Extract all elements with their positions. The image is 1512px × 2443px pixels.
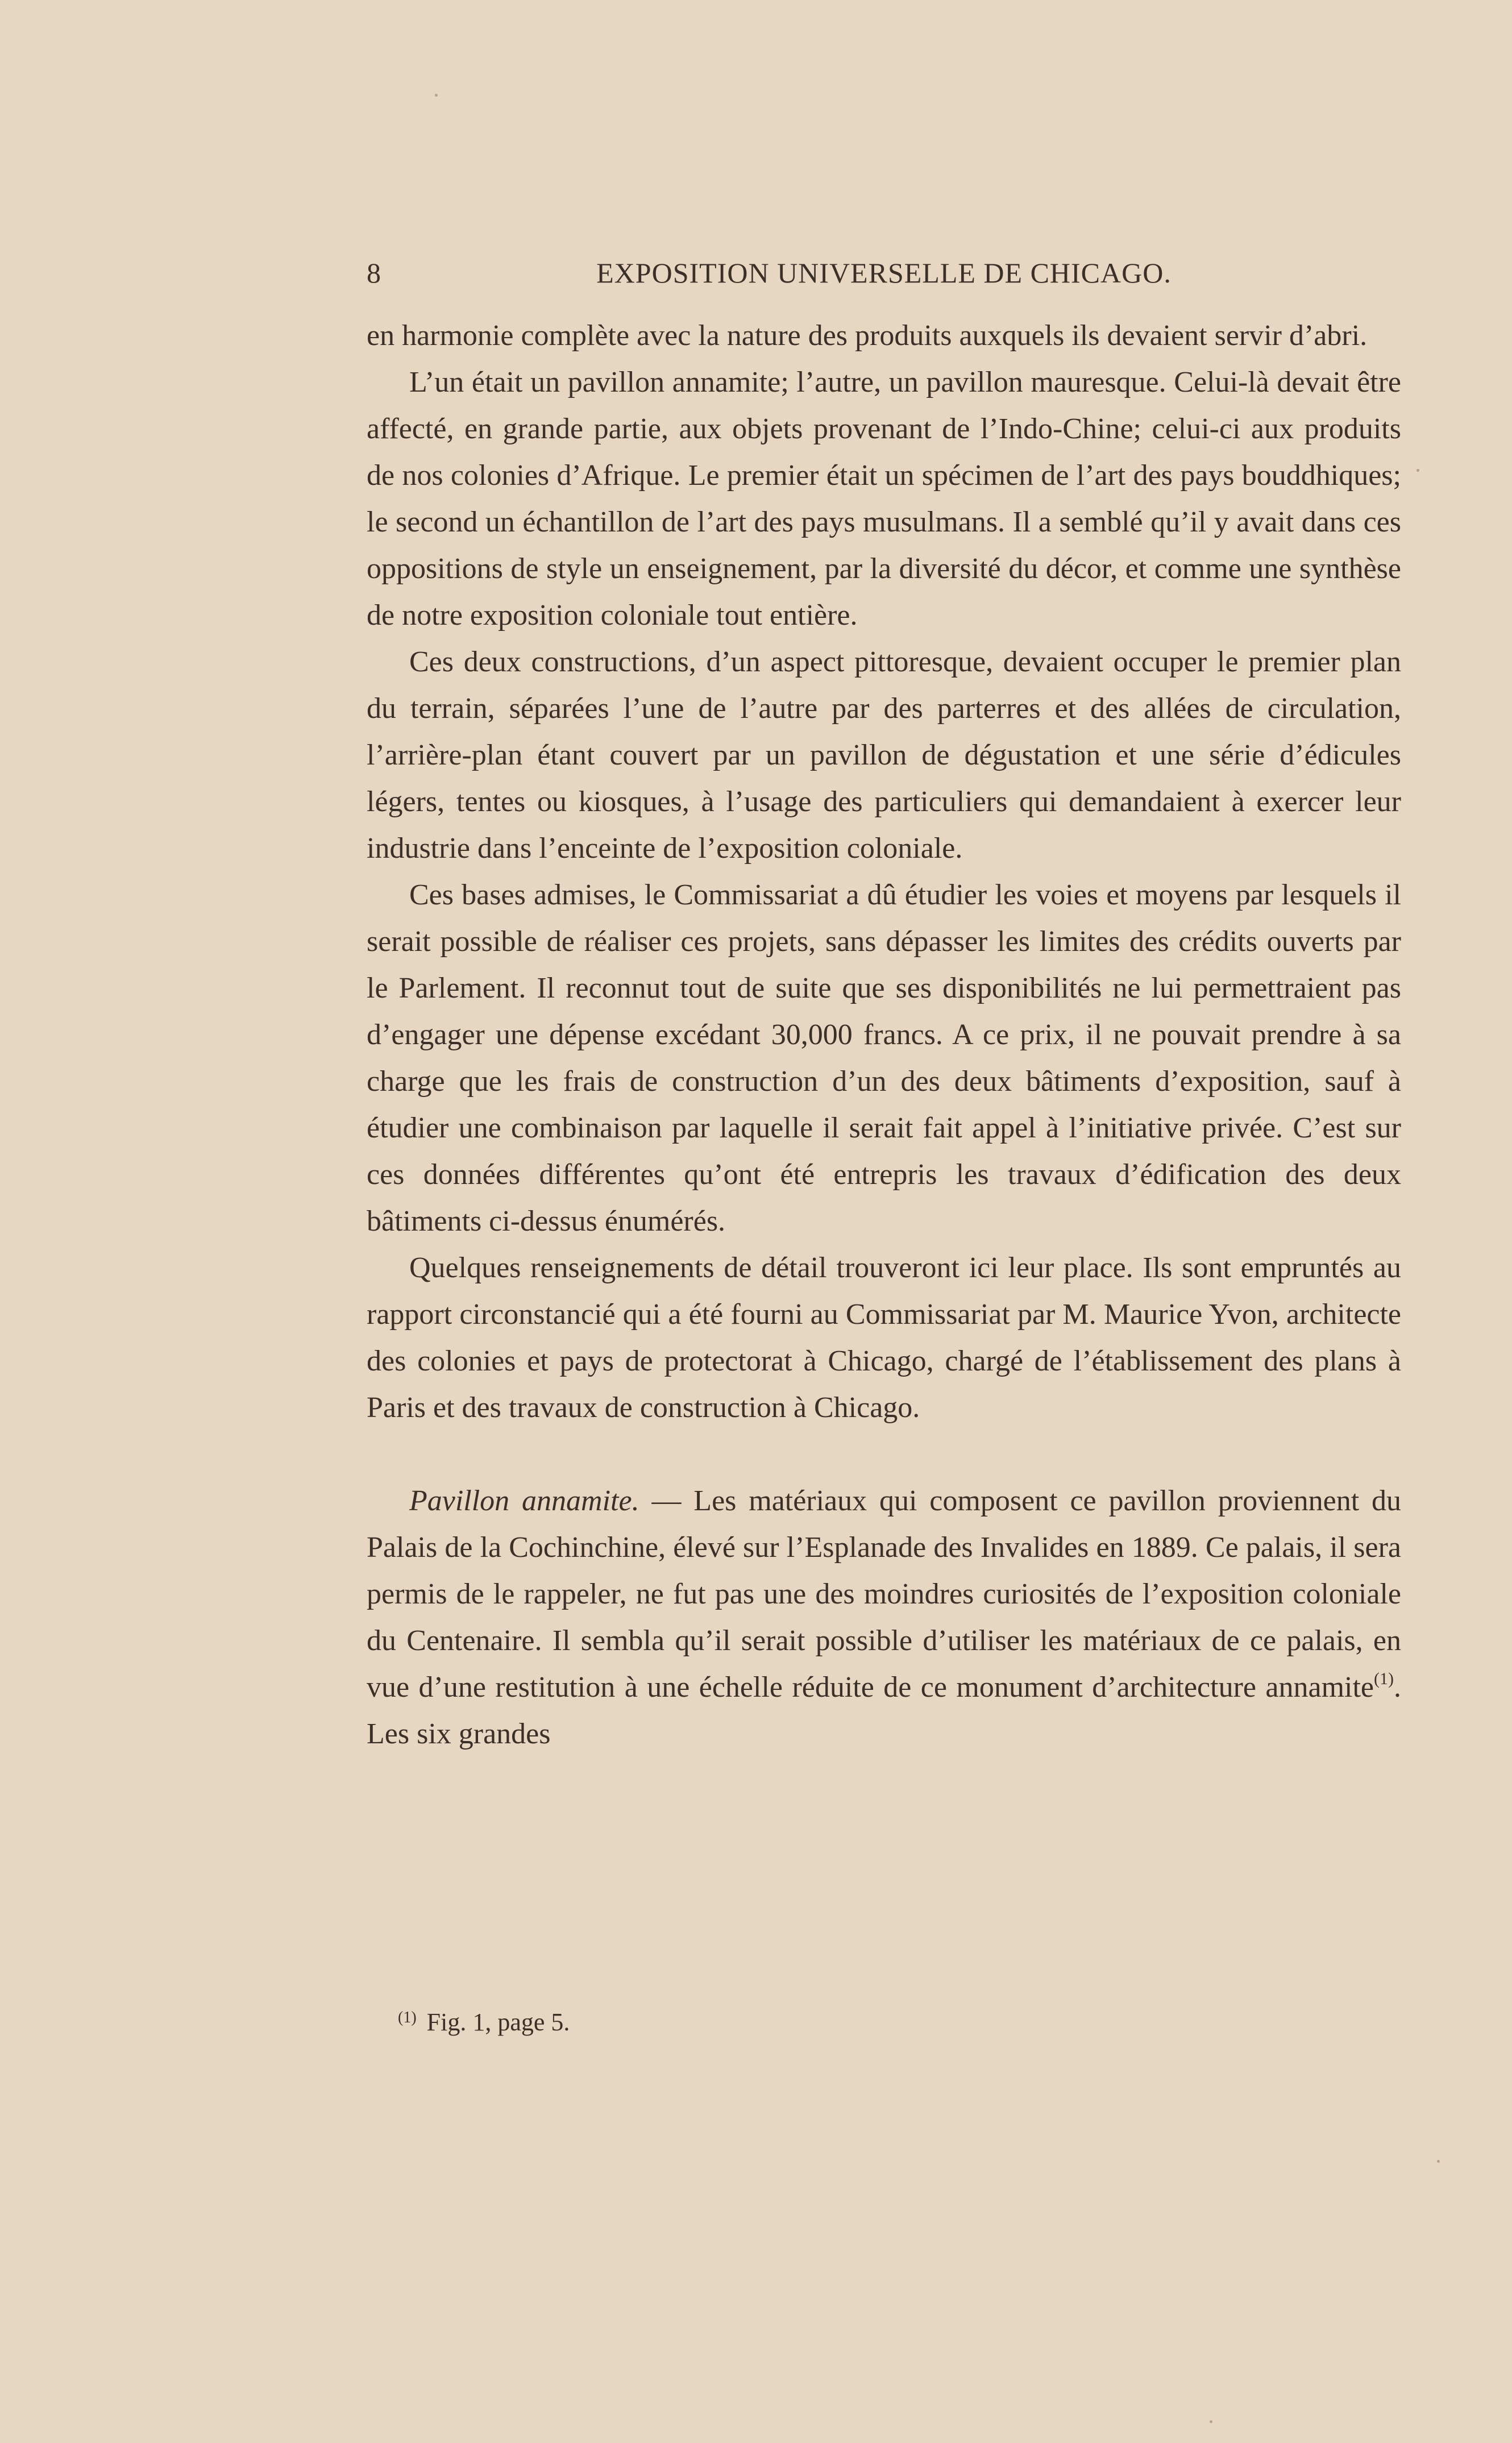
paragraph: Ces bases admises, le Commissariat a dû étudier les voies et moyens par lesquels il serait possible de réaliser ces projets, sans dépasser les limites des crédits ouverts par le Parlement. Il reconnut tout de suite que ses disponibilités ne lui permettraient pas d’engager une dépense excédant 30,000 francs. A ce prix, il ne pouvait prendre à sa charge que les frais de construction d’un des deux bâtiments d’exposition, sauf à étudier une combinaison par laquelle il serait fait appel à l’initiative privée. C’est sur ces données différentes qu’ont été entrepris les travaux d’édification des deux bâtiments ci-dessus énumérés.	[367, 879, 1401, 1237]
paper-speck	[1437, 2160, 1440, 2163]
section-text: — Les matériaux qui composent ce pavillon proviennent du Palais de la Cochinchine, élevé sur l’Esplanade des Invalides en 1889. Ce palais, il sera permis de le rappeler, ne fut pas une des moindres curiosités de l’exposition coloniale du Centenaire. Il sembla qu’il serait possible d’utiliser les matériaux de ce palais, en vue d’une restitution à une échelle réduite de ce monument d’architecture annamite	[367, 1485, 1401, 1704]
body-text	[367, 313, 1401, 1758]
paragraph-continuation: en harmonie complète avec la nature des produits auxquels ils devaient servir d’abri.	[367, 319, 1368, 352]
footnote-reference[interactable]: (1)	[1374, 1669, 1394, 1688]
paper-speck	[1210, 2420, 1212, 2423]
footnote	[398, 2001, 1364, 2039]
section-title: Pavillon annamite.	[409, 1485, 639, 1517]
paragraph: Ces deux constructions, d’un aspect pittoresque, devaient occuper le premier plan du terrain, séparées l’une de l’autre par des parterres et des allées de circulation, l’arrière-plan étant couvert par un pavillon de dégustation et une série d’édicules légers, tentes ou kiosques, à l’usage des particuliers qui demandaient à exercer leur industrie dans l’enceinte de l’exposition coloniale.	[367, 646, 1401, 865]
paragraph: L’un était un pavillon annamite; l’autre, un pavillon mauresque. Celui-là devait être affecté, en grande partie, aux objets provenant de l’Indo-Chine; celui-ci aux produits de nos colonies d’Afrique. Le premier était un spécimen de l’art des pays bouddhiques; le second un échantillon de l’art des pays musulmans. Il a semblé qu’il y avait dans ces oppositions de style un enseignement, par la diversité du décor, et comme une synthèse de notre exposition coloniale tout entière.	[367, 366, 1401, 631]
footnote-mark: (1)	[398, 2009, 417, 2026]
paragraph: Quelques renseignements de détail trouveront ici leur place. Ils sont empruntés au rapport circonstancié qui a été fourni au Commissariat par M. Maurice Yvon, architecte des colonies et pays de protectorat à Chicago, chargé de l’établissement des plans à Paris et des travaux de construction à Chicago.	[367, 1252, 1401, 1424]
paper-speck	[435, 94, 438, 97]
footnote-text: Fig. 1, page 5.	[426, 2008, 570, 2036]
page-number: 8	[367, 257, 381, 289]
page-header	[367, 253, 1401, 293]
running-title: EXPOSITION UNIVERSELLE DE CHICAGO.	[596, 257, 1172, 289]
section-text-end: . Les six grandes	[367, 1671, 1401, 1750]
section-paragraph	[367, 1478, 1401, 1758]
paper-speck	[1417, 469, 1419, 472]
